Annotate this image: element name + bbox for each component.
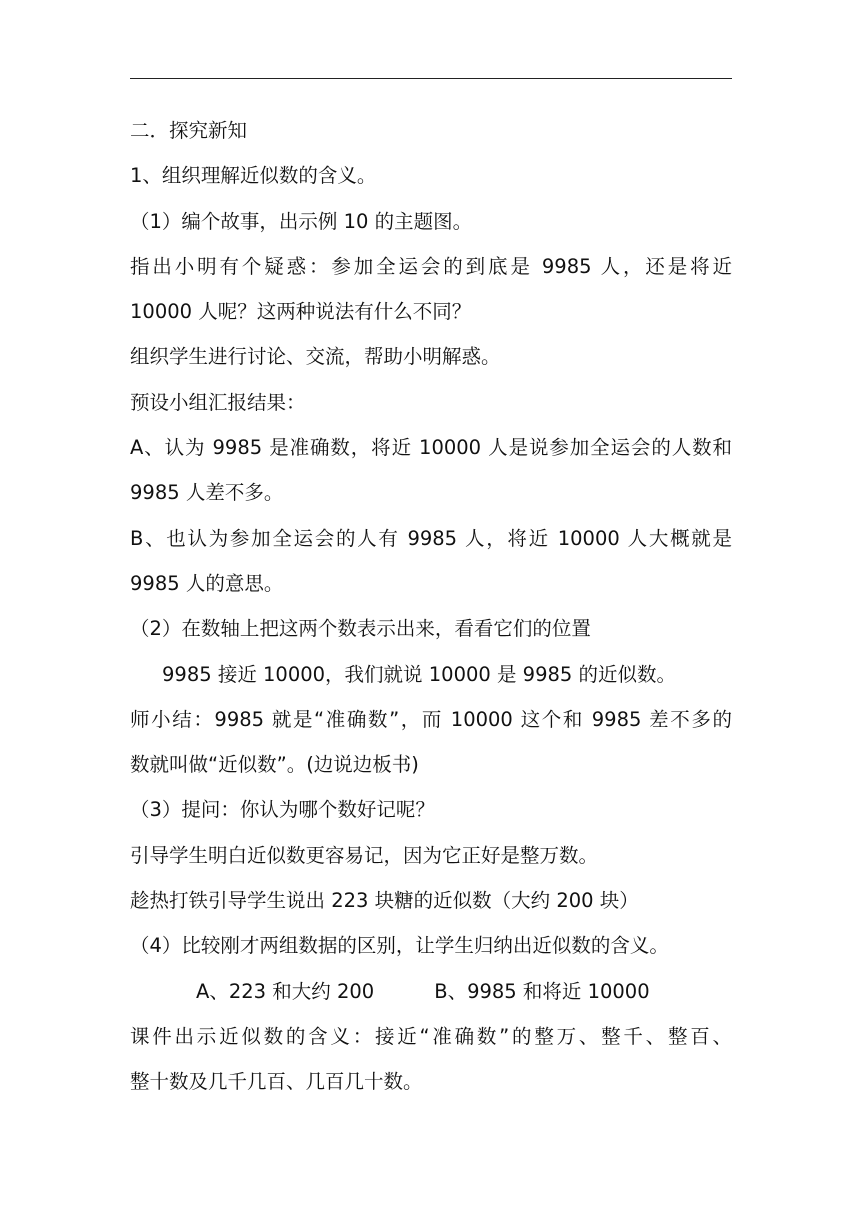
paragraph: 趁热打铁引导学生说出 223 块糖的近似数（大约 200 块） xyxy=(130,889,639,913)
paragraph: 师小结：9985 就是“准确数”，而 10000 这个和 9985 差不多的 xyxy=(130,707,732,731)
paragraph: 组织学生进行讨论、交流，帮助小明解惑。 xyxy=(130,345,501,369)
header-rule xyxy=(130,78,732,79)
section-heading: 二．探究新知 xyxy=(130,119,248,142)
paragraph: （2）在数轴上把这两个数表示出来，看看它们的位置 xyxy=(130,617,591,641)
paragraph: 引导学生明白近似数更容易记，因为它正好是整万数。 xyxy=(130,843,599,867)
paragraph: A、认为 9985 是准确数，将近 10000 人是说参加全运会的人数和 xyxy=(130,436,732,460)
paragraph: 9985 人的意思。 xyxy=(130,571,284,595)
document-body xyxy=(130,108,732,1105)
paragraph: 课件出示近似数的含义：接近“准确数”的整万、整千、整百、 xyxy=(130,1024,732,1048)
comparison-a: A、223 和大约 200 xyxy=(196,979,375,1003)
paragraph: （3）提问：你认为哪个数好记呢？ xyxy=(130,798,435,822)
comparison-line xyxy=(130,969,732,1014)
paragraph: 指出小明有个疑惑：参加全运会的到底是 9985 人，还是将近 xyxy=(130,254,732,278)
paragraph: 10000 人呢？这两种说法有什么不同？ xyxy=(130,300,472,324)
paragraph: （1）编个故事，出示例 10 的主题图。 xyxy=(130,209,473,233)
paragraph: 9985 人差不多。 xyxy=(130,481,284,505)
paragraph: （4）比较刚才两组数据的区别，让学生归纳出近似数的含义。 xyxy=(130,934,669,958)
paragraph: 整十数及几千几百、几百几十数。 xyxy=(130,1070,423,1094)
paragraph: 数就叫做“近似数”。(边说边板书) xyxy=(130,753,419,777)
paragraph: 1、组织理解近似数的含义。 xyxy=(130,164,377,188)
paragraph: 预设小组汇报结果： xyxy=(130,390,306,414)
paragraph: B、也认为参加全运会的人有 9985 人，将近 10000 人大概就是 xyxy=(130,526,732,550)
comparison-b: B、9985 和将近 10000 xyxy=(434,979,650,1003)
paragraph: 9985 接近 10000，我们就说 10000 是 9985 的近似数。 xyxy=(162,662,677,686)
